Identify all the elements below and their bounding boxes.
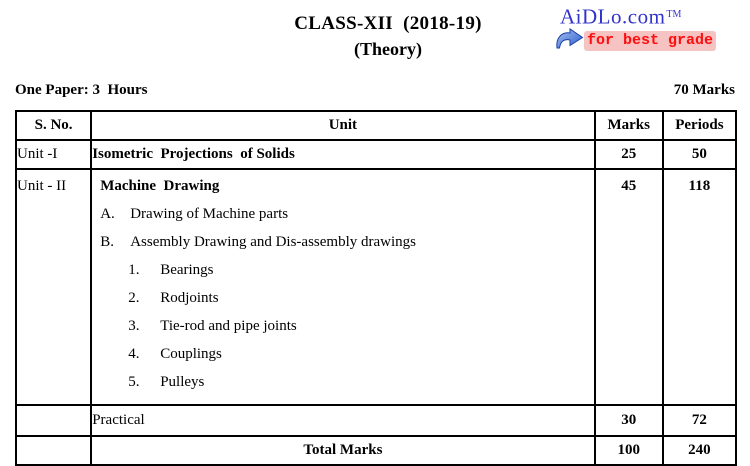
table-row-practical <box>16 405 736 436</box>
practical-sno-empty <box>16 405 91 436</box>
paper-duration-label: One Paper: 3 Hours <box>15 82 148 98</box>
table-row-unit1 <box>16 140 736 169</box>
total-sno-empty <box>16 436 91 465</box>
list-item-1 <box>128 256 589 284</box>
trademark-symbol: TM <box>666 9 682 20</box>
logo-tagline-line <box>554 27 734 54</box>
paper-info-row <box>15 80 735 101</box>
column-header-marks: Marks <box>595 111 663 140</box>
total-theory-marks-label: 70 Marks <box>673 82 735 98</box>
page-title: CLASS-XII (2018-19) <box>294 13 482 34</box>
list-item-3-label: 3. <box>128 318 140 334</box>
list-item-a-label: A. <box>100 206 115 222</box>
list-item-2-label: 2. <box>128 290 140 306</box>
logo-brand-text: AiDLo.com <box>560 4 666 29</box>
page-header <box>0 0 750 70</box>
site-logo[interactable] <box>554 4 734 54</box>
column-header-periods: Periods <box>663 111 736 140</box>
table-row-unit2 <box>16 169 736 405</box>
list-item-4-label: 4. <box>128 346 140 362</box>
list-item-4-text: Couplings <box>160 346 222 362</box>
list-item-5-text: Pulleys <box>160 374 205 390</box>
practical-marks: 30 <box>595 405 663 436</box>
unit2-sno: Unit - II <box>16 169 91 405</box>
list-item-2-text: Rodjoints <box>160 290 219 306</box>
list-item-5 <box>128 368 589 396</box>
list-item-2 <box>128 284 589 312</box>
list-item-b-label: B. <box>100 234 114 250</box>
list-item-3-text: Tie-rod and pipe joints <box>160 318 297 334</box>
page-subtitle: (Theory) <box>354 39 422 59</box>
practical-label: Practical <box>91 405 594 436</box>
list-item-3 <box>128 312 589 340</box>
unit2-content-cell <box>91 169 594 405</box>
unit1-title: Isometric Projections of Solids <box>91 140 594 169</box>
unit2-marks: 45 <box>595 169 663 405</box>
total-marks-label: Total Marks <box>91 436 594 465</box>
table-row-total <box>16 436 736 465</box>
column-header-sno: S. No. <box>16 111 91 140</box>
table-header-row <box>16 111 736 140</box>
unit2-periods: 118 <box>663 169 736 405</box>
list-item-5-label: 5. <box>128 374 140 390</box>
practical-periods: 72 <box>663 405 736 436</box>
list-item-1-text: Bearings <box>160 262 214 278</box>
list-item-4 <box>128 340 589 368</box>
syllabus-table <box>15 110 737 466</box>
unit1-marks: 25 <box>595 140 663 169</box>
unit1-sno: Unit -I <box>16 140 91 169</box>
unit2-title: Machine Drawing <box>100 178 220 194</box>
logo-tagline-text: for best grade <box>584 31 716 51</box>
column-header-unit: Unit <box>91 111 594 140</box>
list-item-b <box>100 228 589 256</box>
total-periods-value: 240 <box>663 436 736 465</box>
list-item-1-label: 1. <box>128 262 140 278</box>
unit1-periods: 50 <box>663 140 736 169</box>
curved-right-arrow-icon <box>554 28 584 55</box>
list-item-a <box>100 200 589 228</box>
list-item-a-text: Drawing of Machine parts <box>130 206 289 222</box>
total-marks-value: 100 <box>595 436 663 465</box>
list-item-b-text: Assembly Drawing and Dis-assembly drawings <box>130 234 416 250</box>
